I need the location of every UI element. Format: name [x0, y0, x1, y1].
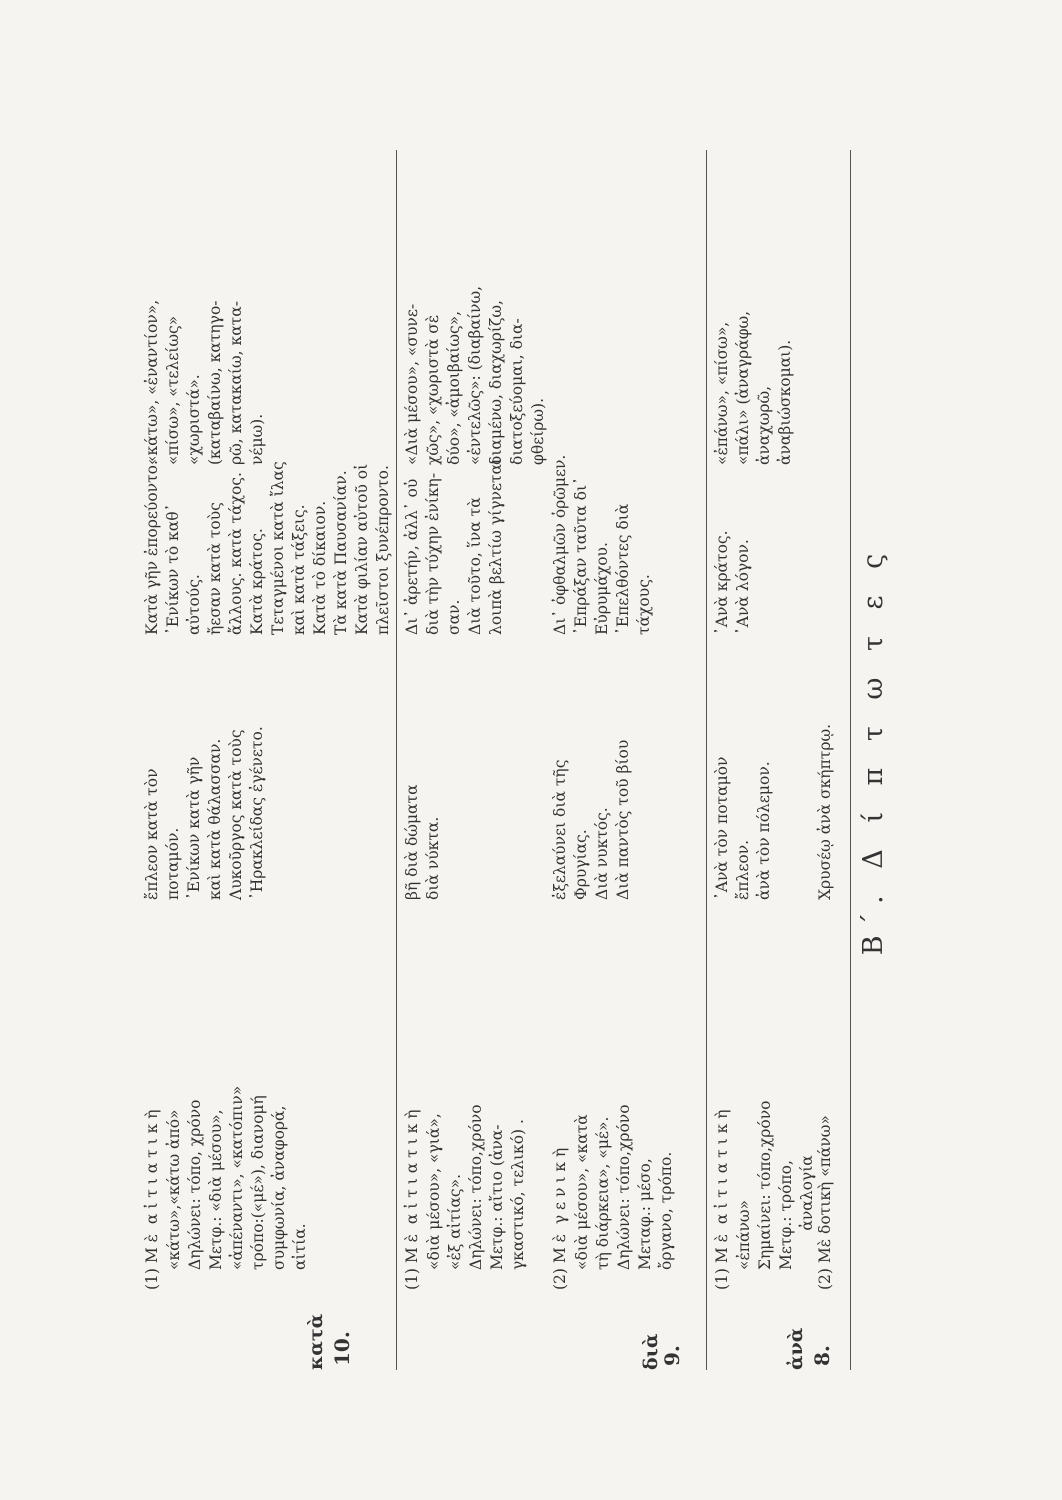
- case-1-meaning: «κάτω»,«κάτω ἀπό» Δηλώνει: τόπο, χρόνο Μετφ.: «διὰ μέσου», «ἀπέναντι», «κατόπιν» τρόπο:(«μέ»), διανομή συμφωνία, ἀναφορά, αἰτία.: [165, 1085, 309, 1270]
- case-1-examples-2: Κατὰ γῆν ἐπορεύοντο. ᾽Ενίκων τὸ καθ᾽ αὐτούς. ἤεσαν κατὰ τοὺς ἄλλους. κατὰ τάχος. Κατὰ κράτος. Τεταγμένοι κατὰ ἴλας καὶ κατὰ τάξεις. Κατὰ τὸ δίκαιον. Τὰ κατὰ Παυσανίαν. Κατὰ φιλίαν αὐτοῦ οἱ πλεῖστοι ξυνέπροντο.: [143, 460, 392, 635]
- case-2-examples: ἐξελαύνει διὰ τῆς Φρυγίας. Διὰ νυκτός. Διὰ παντὸς τοῦ βίου: [551, 739, 632, 900]
- compounds: «κάτω», «ἐναντίον», «πίσω», «τελείως» «χωριστά». (καταβαίνω, κατηγο- ρῶ, κατακαίω, κατα- νέμω).: [143, 299, 266, 465]
- section-heading: Β΄. Δ ί π τ ω τ ε ς: [858, 544, 889, 956]
- entry-10: [140, 150, 392, 1370]
- case-1-meaning: «ἐπάνω» Σημαίνει: τόπο,χρόνο Μετφ.: τρόπο, ἀναλογία: [735, 1100, 816, 1270]
- case-1-meaning: «διὰ μέσου», «γιά», «ἐξ αἰτίας». Δηλώνει: τόπο,χρόνο Μετφ.: αἴτιο (ἀνα- γκαστικό, τελικό) .: [425, 1104, 527, 1270]
- divider: [706, 150, 707, 1370]
- preposition: κατὰ: [305, 1313, 327, 1370]
- case-1-examples-2: ᾽Ανὰ κράτος. ᾽Ανὰ λόγον.: [713, 530, 752, 635]
- case-2-meaning: «διὰ μέσου», «κατὰ τὴ διάρκεια», «μέ». Δηλώνει: τόπο,χρόνο Μεταφ.: μέσο, ὄργανο, τρόπο.: [573, 1104, 675, 1270]
- case-1-examples: ἔπλεον κατὰ τὸν ποταμόν. ᾽Ενίκων κατὰ γῆν καὶ κατὰ θάλασσαν. Λυκοῦργος κατὰ τοὺς ᾽Ηρακλείδας ἐγένετο.: [143, 726, 266, 900]
- case-2-heading: (2) Μὲ δοτικὴ «πάνω»: [816, 1115, 834, 1290]
- entry-number: 8.: [810, 1345, 834, 1366]
- case-1-heading: (1) Μ ὲ α ἰ τ ι α τ ι κ ὴ: [713, 1109, 731, 1290]
- case-2-examples: Χρυσέῳ ἀνὰ σκήπτρῳ.: [816, 723, 834, 900]
- preposition: διὰ: [640, 1333, 662, 1370]
- compounds: «ἐπάνω», «πίσω», «πάλι» (ἀναγράφω, ἀναχωρῶ, ἀναβιώσκομαι).: [713, 310, 794, 465]
- entry-8: [710, 150, 850, 1370]
- top-rule: [850, 150, 851, 1370]
- divider: [396, 150, 397, 1370]
- case-1-examples: βῆ διὰ δώματα διὰ νύκτα.: [403, 784, 442, 900]
- prepositions-table: [140, 150, 852, 1370]
- case-2-examples-2: Δι᾽ ὀφθαλμῶν ὁρῶμεν. ᾽Επράξαν ταῦτα δι᾽ Εὐρυμάχου. ᾽Επελθόντες διὰ τάχους.: [551, 454, 653, 635]
- case-1-heading: (1) Μ ὲ α ἰ τ ι α τ ι κ ὴ: [403, 1109, 421, 1290]
- case-1-examples: ᾽Ανὰ τὸν ποταμὸν ἔπλεον. ἀνὰ τὸν πόλεμον.: [713, 756, 773, 900]
- case-2-heading: (2) Μ ὲ γ ε ν ι κ ὴ: [551, 1147, 569, 1290]
- case-1-heading: (1) Μ ὲ α ἰ τ ι α τ ι κ ὴ: [143, 1109, 161, 1290]
- compounds: «Διὰ μέσου», «συνε- χῶς», «χωριστὰ σὲ δύο», «ἀμοιβαίως», «ἐντελῶς»: (διαβαίνω, διαμένω, διαχωρίζω, διατοξεύομαι, δια- φθείρω).: [403, 285, 547, 465]
- case-1-examples-2: Δι᾽ ἀρετήν, ἀλλ᾽ οὐ διὰ τὴν τύχην ἐνίκη- σαν. Διὰ τοῦτο, ἵνα τὰ λοιπὰ βελτίω γίγνεται: [403, 457, 505, 635]
- preposition: ἀνὰ: [785, 1327, 807, 1370]
- entry-number: 9.: [660, 1345, 684, 1366]
- entry-9: [400, 150, 700, 1370]
- entry-number: 10.: [330, 1331, 354, 1366]
